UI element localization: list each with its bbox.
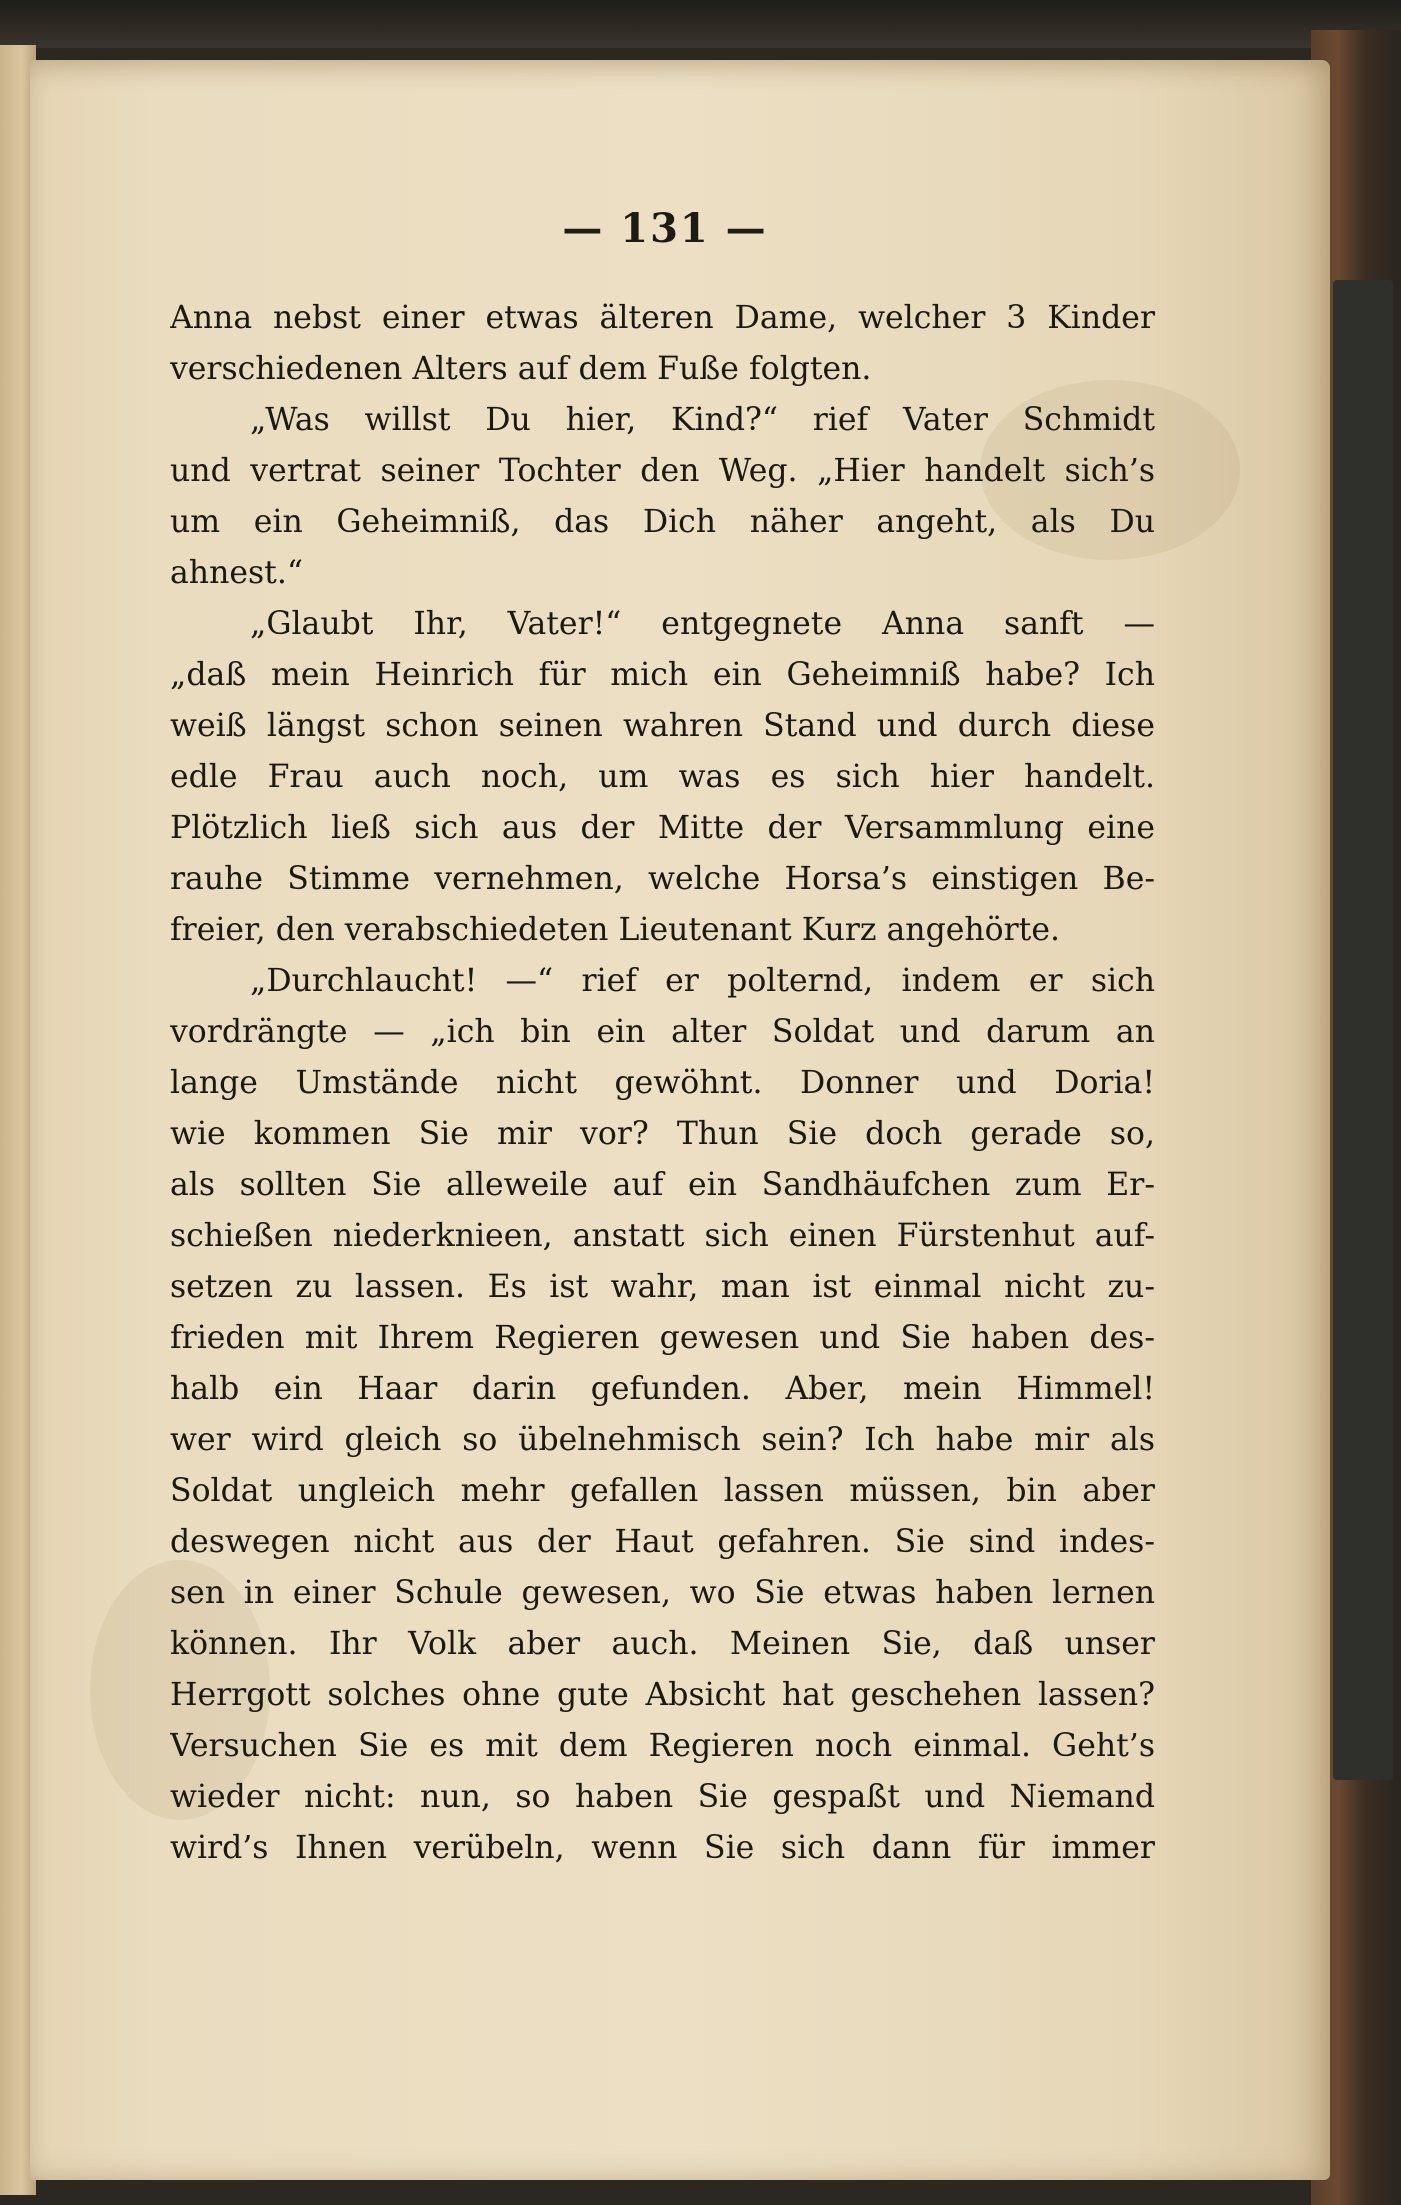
page-number: — 131 — bbox=[562, 205, 768, 252]
text-line: edle Frau auch noch, um was es sich hier handelt. bbox=[170, 759, 1155, 795]
text-line: „Durchlaucht! —“ rief er polternd, indem er sich bbox=[250, 963, 1155, 999]
text-line: Anna nebst einer etwas älteren Dame, welcher 3 Kinder bbox=[170, 300, 1155, 336]
page-text bbox=[170, 293, 1155, 1874]
text-line: Plötzlich ließ sich aus der Mitte der Versammlung eine bbox=[170, 810, 1155, 846]
text-line: um ein Geheimniß, das Dich näher angeht, als Du bbox=[170, 504, 1155, 540]
text-line: wie kommen Sie mir vor? Thun Sie doch gerade so, bbox=[170, 1116, 1155, 1152]
text-line: können. Ihr Volk aber auch. Meinen Sie, daß unser bbox=[170, 1626, 1155, 1662]
text-line: Versuchen Sie es mit dem Regieren noch einmal. Geht’s bbox=[170, 1728, 1155, 1764]
text-line: deswegen nicht aus der Haut gefahren. Sie sind indes- bbox=[170, 1524, 1155, 1560]
text-line: und vertrat seiner Tochter den Weg. „Hier handelt sich’s bbox=[170, 453, 1155, 489]
text-line: „Was willst Du hier, Kind?“ rief Vater Schmidt bbox=[250, 402, 1155, 438]
text-line: Soldat ungleich mehr gefallen lassen müssen, bin aber bbox=[170, 1473, 1155, 1509]
text-line: freier, den verabschiedeten Lieutenant Kurz angehörte. bbox=[170, 912, 1060, 948]
text-line: ahnest.“ bbox=[170, 555, 303, 591]
text-line: weiß längst schon seinen wahren Stand und durch diese bbox=[170, 708, 1155, 744]
text-line: vordrängte — „ich bin ein alter Soldat und darum an bbox=[170, 1014, 1155, 1050]
text-line: setzen zu lassen. Es ist wahr, man ist einmal nicht zu- bbox=[170, 1269, 1155, 1305]
text-line: wer wird gleich so übelnehmisch sein? Ich habe mir als bbox=[170, 1422, 1155, 1458]
text-line: „Glaubt Ihr, Vater!“ entgegnete Anna sanft — bbox=[250, 606, 1155, 642]
text-line: „daß mein Heinrich für mich ein Geheimniß habe? Ich bbox=[170, 657, 1155, 693]
text-line: wieder nicht: nun, so haben Sie gespaßt und Niemand bbox=[170, 1779, 1155, 1815]
text-line: Herrgott solches ohne gute Absicht hat geschehen lassen? bbox=[170, 1677, 1155, 1713]
text-line: verschiedenen Alters auf dem Fuße folgten. bbox=[170, 351, 872, 387]
text-line: frieden mit Ihrem Regieren gewesen und Sie haben des- bbox=[170, 1320, 1155, 1356]
text-line: halb ein Haar darin gefunden. Aber, mein Himmel! bbox=[170, 1371, 1155, 1407]
book-binding-cloth bbox=[1333, 280, 1393, 1780]
text-line: sen in einer Schule gewesen, wo Sie etwas haben lernen bbox=[170, 1575, 1155, 1611]
text-line: lange Umstände nicht gewöhnt. Donner und Doria! bbox=[170, 1065, 1155, 1101]
text-line: wird’s Ihnen verübeln, wenn Sie sich dann für immer bbox=[170, 1830, 1155, 1866]
text-line: schießen niederknieen, anstatt sich einen Fürstenhut auf- bbox=[170, 1218, 1155, 1254]
text-line: als sollten Sie alleweile auf ein Sandhäufchen zum Er- bbox=[170, 1167, 1155, 1203]
text-line: rauhe Stimme vernehmen, welche Horsa’s einstigen Be- bbox=[170, 861, 1155, 897]
book-cover-top-edge bbox=[0, 0, 1401, 48]
